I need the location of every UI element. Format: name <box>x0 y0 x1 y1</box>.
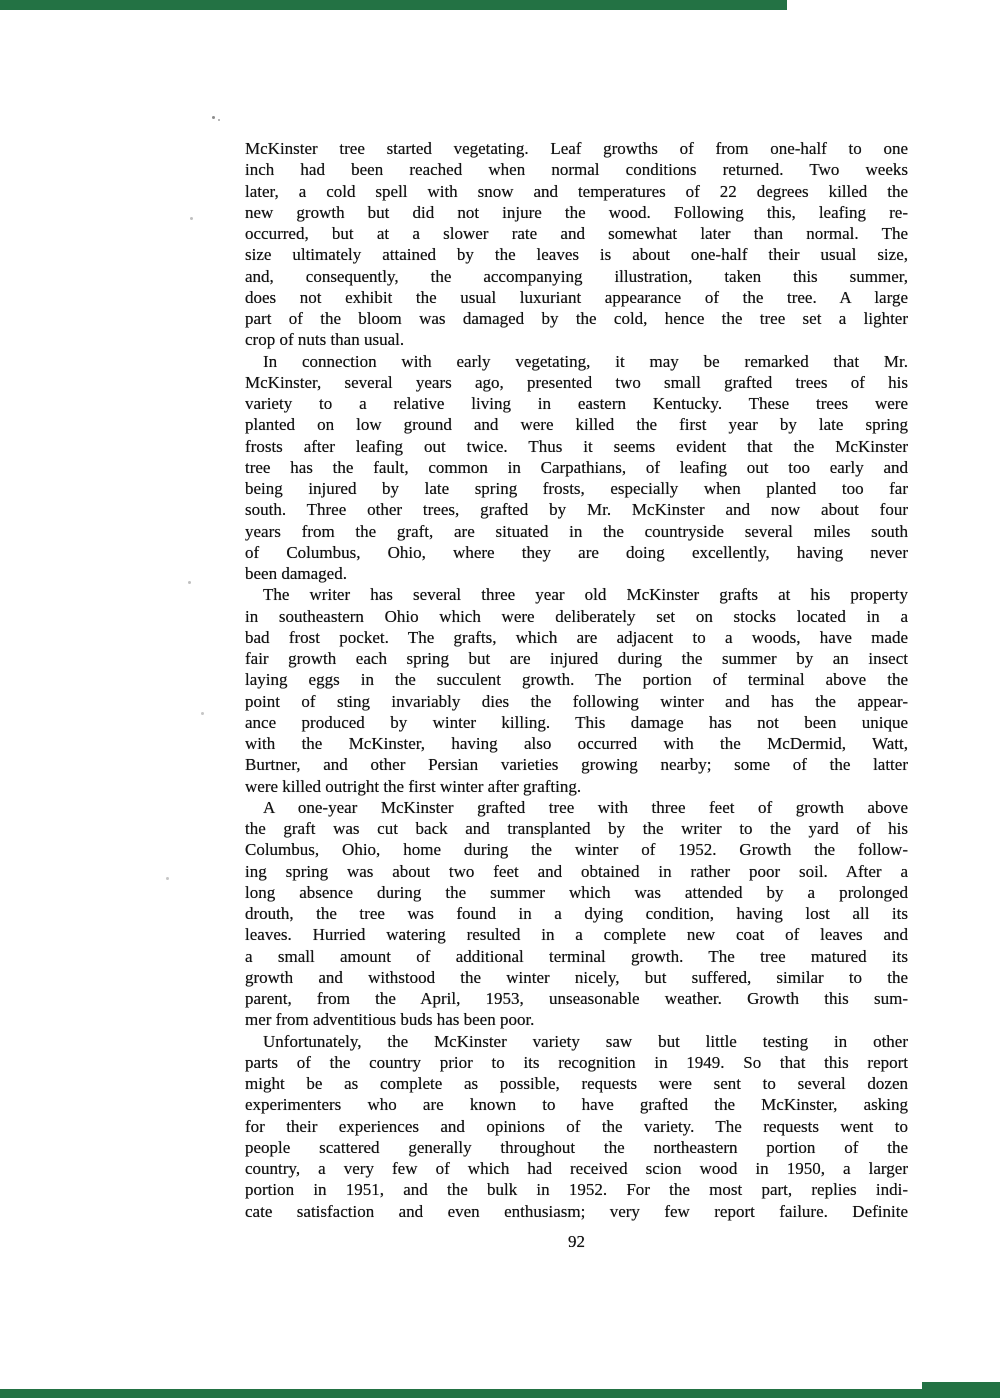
text-line: In connection with early vegetating, it may be remarked that Mr. <box>263 351 908 371</box>
text-line: size ultimately attained by the leaves is about one-half their usual size, <box>245 245 908 265</box>
page-number: 92 <box>568 1232 585 1251</box>
text-line: A one-year McKinster grafted tree with three feet of growth above <box>263 797 908 817</box>
text-line: parent, from the April, 1953, unseasonable weather. Growth this sum- <box>245 989 908 1008</box>
text-line: new growth but did not injure the wood. Following this, leafing re- <box>245 202 908 222</box>
text-line: part of the bloom was damaged by the cold, hence the tree set a lighter <box>245 309 908 328</box>
text-line: in southeastern Ohio which were deliberately set on stocks located in a <box>245 606 908 626</box>
text-line: and, consequently, the accompanying illustration, taken this summer, <box>245 266 908 286</box>
text-line: mer from adventitious buds has been poor. <box>245 1010 535 1030</box>
text-line: McKinster tree started vegetating. Leaf growths of from one-half to one <box>245 139 908 158</box>
text-line: leaves. Hurried watering resulted in a complete new coat of leaves and <box>245 925 908 945</box>
text-line: people scattered generally throughout the northeastern portion of the <box>245 1137 908 1157</box>
text-line: being injured by late spring frosts, especially when planted too far <box>245 479 908 498</box>
text-line: country, a very few of which had received scion wood in 1950, a larger <box>245 1159 908 1178</box>
text-line: portion in 1951, and the bulk in 1952. For the most part, replies indi- <box>245 1180 908 1200</box>
text-line: with the McKinster, having also occurred with the McDermid, Watt, <box>245 734 908 753</box>
text-line: fair growth each spring but are injured during the summer by an insect <box>245 649 908 668</box>
scan-edge-bar-bottom <box>0 1389 1000 1398</box>
text-line: ance produced by winter killing. This damage has not been unique <box>245 712 908 732</box>
text-line: been damaged. <box>245 564 347 583</box>
text-line: planted on low ground and were killed the first year by late spring <box>245 415 908 435</box>
text-line: laying eggs in the succulent growth. The portion of terminal above the <box>245 670 908 690</box>
scan-speck <box>201 712 204 715</box>
text-line: a small amount of additional terminal growth. The tree matured its <box>245 946 908 966</box>
text-line: bad frost pocket. The grafts, which are adjacent to a woods, have made <box>245 627 908 647</box>
text-line: cate satisfaction and even enthusiasm; very few report failure. Definite <box>245 1201 908 1221</box>
scan-speck <box>212 116 215 119</box>
text-line: long absence during the summer which was attended by a prolonged <box>245 882 908 902</box>
scan-speck <box>190 217 193 220</box>
scan-speck <box>166 877 169 880</box>
text-line: crop of nuts than usual. <box>245 330 405 350</box>
text-line: tree has the fault, common in Carpathians, of leafing out too early and <box>245 457 908 477</box>
text-line: McKinster, several years ago, presented two small grafted trees of his <box>245 372 908 392</box>
text-line: Burtner, and other Persian varieties growing nearby; some of the latter <box>245 755 908 775</box>
scan-speck <box>218 119 220 121</box>
text-line: occurred, but at a slower rate and somewhat later than normal. The <box>245 224 908 243</box>
text-line: years from the graft, are situated in the countryside several miles south <box>245 521 908 541</box>
text-line: parts of the country prior to its recognition in 1949. So that this report <box>245 1052 908 1072</box>
text-line: inch had been reached when normal conditions returned. Two weeks <box>245 160 908 180</box>
text-line: the graft was cut back and transplanted by the writer to the yard of his <box>245 819 908 838</box>
text-line: growth and withstood the winter nicely, but suffered, similar to the <box>245 967 908 987</box>
text-line: The writer has several three year old McKinster grafts at his property <box>263 585 908 605</box>
text-line: later, a cold spell with snow and temperatures of 22 degrees killed the <box>245 181 908 201</box>
scan-speck <box>188 581 191 584</box>
text-line: point of sting invariably dies the following winter and has the appear- <box>245 691 908 711</box>
text-line: might be as complete as possible, requests were sent to several dozen <box>245 1074 908 1093</box>
text-line: variety to a relative living in eastern Kentucky. These trees were <box>245 394 908 413</box>
text-line: of Columbus, Ohio, where they are doing excellently, having never <box>245 542 908 562</box>
scan-edge-bar-top <box>0 0 787 10</box>
text-line: drouth, the tree was found in a dying condition, having lost all its <box>245 904 908 923</box>
text-line: frosts after leafing out twice. Thus it seems evident that the McKinster <box>245 436 908 456</box>
text-line: Columbus, Ohio, home during the winter of 1952. Growth the follow- <box>245 840 908 860</box>
text-line: experimenters who are known to have grafted the McKinster, asking <box>245 1095 908 1115</box>
text-line: south. Three other trees, grafted by Mr. McKinster and now about four <box>245 500 908 520</box>
text-line: for their experiences and opinions of the variety. The requests went to <box>245 1116 908 1136</box>
scan-edge-bar-corner <box>922 1382 1000 1398</box>
text-line: were killed outright the first winter after grafting. <box>245 776 582 796</box>
text-line: Unfortunately, the McKinster variety saw but little testing in other <box>263 1031 908 1051</box>
text-block <box>245 138 908 1222</box>
text-line: does not exhibit the usual luxuriant appearance of the tree. A large <box>245 287 908 307</box>
text-line: ing spring was about two feet and obtained in rather poor soil. After a <box>245 861 908 881</box>
